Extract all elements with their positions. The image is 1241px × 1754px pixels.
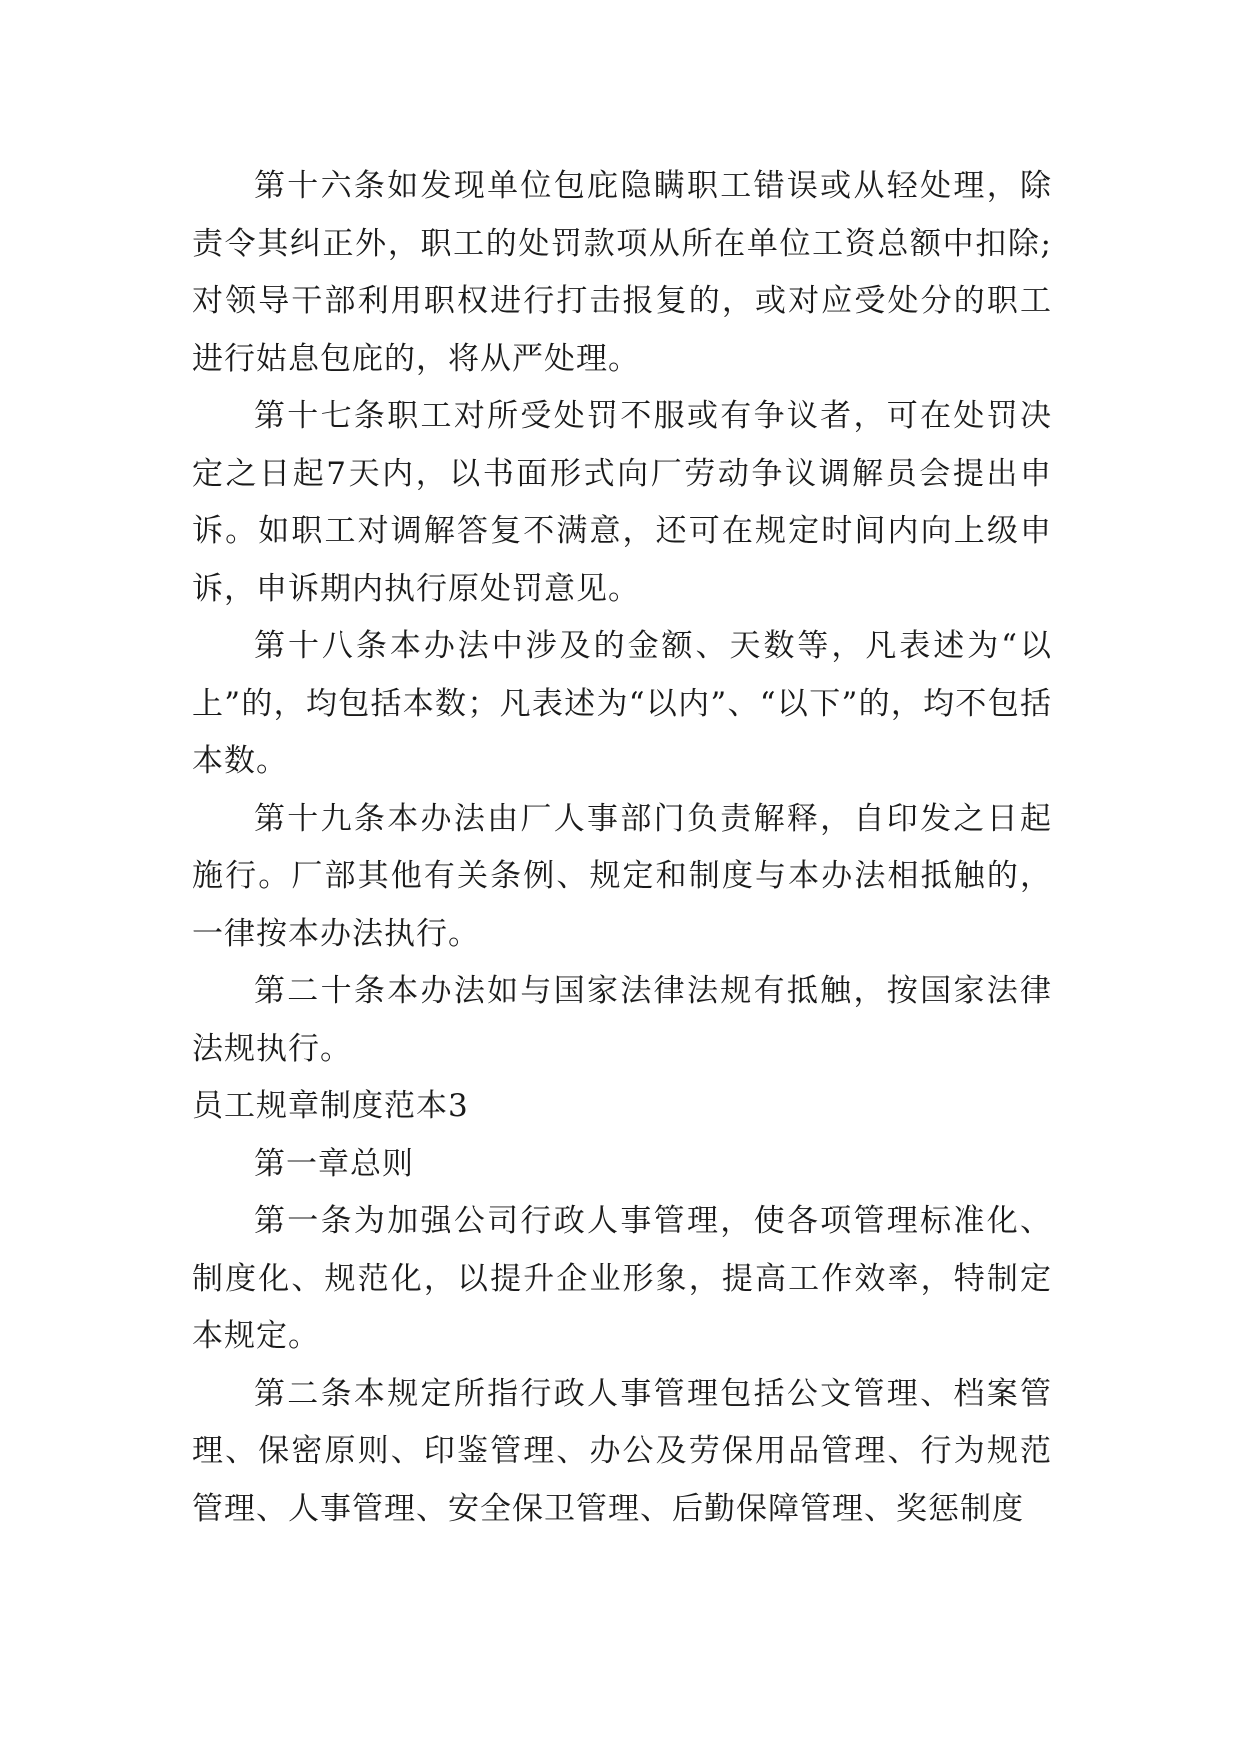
article-19-paragraph: 第十九条本办法由厂人事部门负责解释，自印发之日起施行。厂部其他有关条例、规定和制度与本办法相抵触的，一律按本办法执行。 (192, 800, 1052, 952)
article-17-paragraph: 第十七条职工对所受处罚不服或有争议者，可在处罚决定之日起7天内，以书面形式向厂劳动争议调解员会提出申诉。如职工对调解答复不满意，还可在规定时间内向上级申诉，申诉期内执行原处罚意见。 (192, 398, 1052, 607)
article-2-paragraph: 第二条本规定所指行政人事管理包括公文管理、档案管理、保密原则、印鉴管理、办公及劳保用品管理、行为规范管理、人事管理、安全保卫管理、后勤保障管理、奖惩制度 (192, 1375, 1052, 1527)
template-3-heading: 员工规章制度范本3 (192, 1088, 469, 1124)
article-20-paragraph: 第二十条本办法如与国家法律法规有抵触，按国家法律法规执行。 (192, 973, 1052, 1067)
document-body (192, 158, 1052, 1538)
article-18-paragraph: 第十八条本办法中涉及的金额、天数等，凡表述为“以上”的，均包括本数；凡表述为“以内”、“以下”的，均不包括本数。 (192, 628, 1052, 779)
article-16-paragraph: 第十六条如发现单位包庇隐瞒职工错误或从轻处理，除责令其纠正外，职工的处罚款项从所在单位工资总额中扣除;对领导干部利用职权进行打击报复的，或对应受处分的职工进行姑息包庇的，将从严处理。 (192, 168, 1052, 377)
chapter-1-heading: 第一章总则 (254, 1145, 414, 1182)
article-1-paragraph: 第一条为加强公司行政人事管理，使各项管理标准化、制度化、规范化，以提升企业形象，提高工作效率，特制定本规定。 (192, 1203, 1052, 1354)
